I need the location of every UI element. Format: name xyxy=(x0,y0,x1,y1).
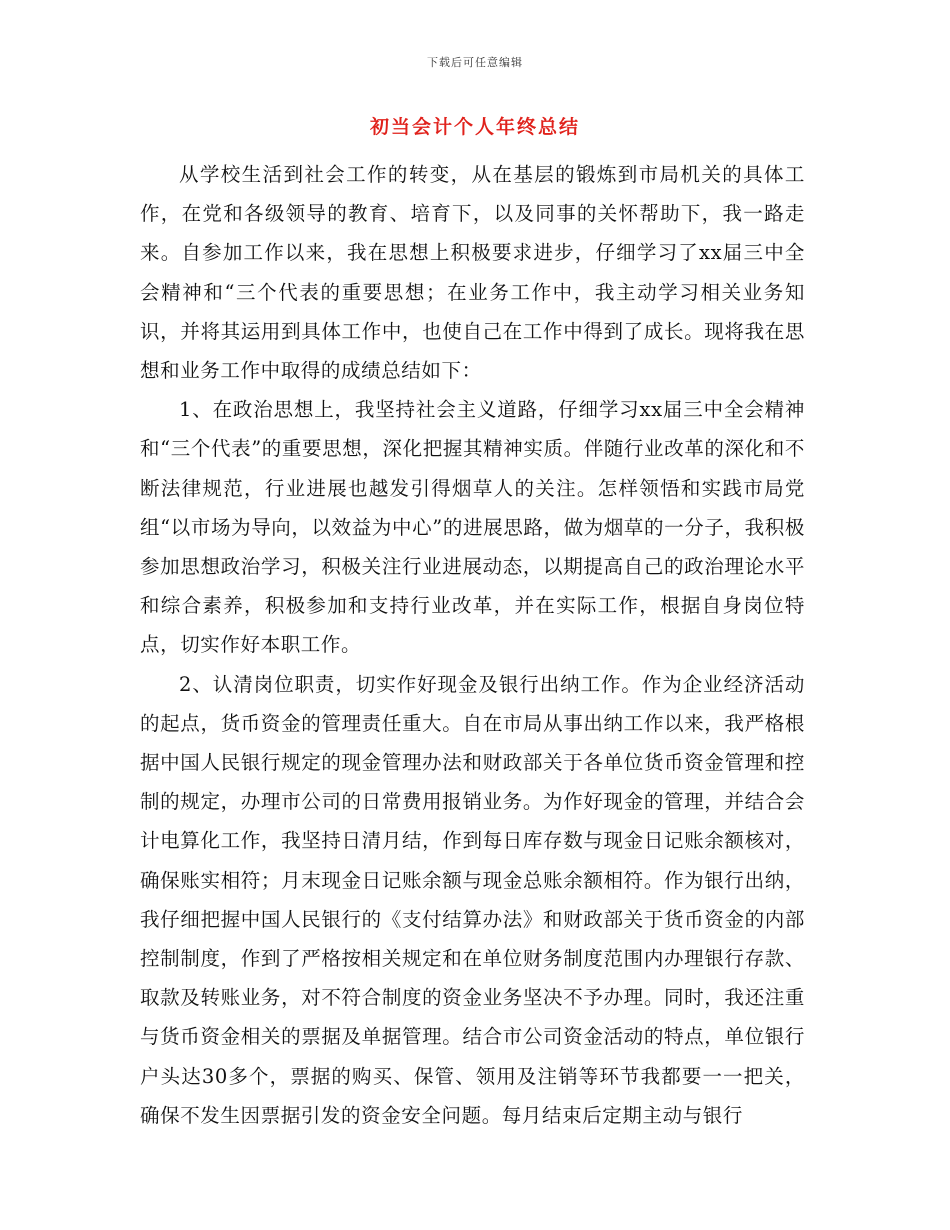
document-title: 初当会计个人年终总结 xyxy=(369,116,580,138)
document-body xyxy=(140,155,805,1135)
paragraph-point-2: 2、认清岗位职责，切实作好现金及银行出纳工作。作为企业经济活动的起点，货币资金的管理责任重大。自在市局从事出纳工作以来，我严格根据中国人民银行规定的现金管理办法和财政部关于各单位货币资金管理和控制的规定，办理市公司的日常费用报销业务。为作好现金的管理，并结合会计电算化工作，我坚持日清月结，作到每日库存数与现金日记账余额核对，确保账实相符；月末现金日记账余额与现金总账余额相符。作为银行出纳，我仔细把握中国人民银行的《支付结算办法》和财政部关于货币资金的内部控制制度，作到了严格按相关规定和在单位财务制度范围内办理银行存款、取款及转账业务，对不符合制度的资金业务坚决不予办理。同时，我还注重与货币资金相关的票据及单据管理。结合市公司资金活动的特点，单位银行户头达30多个，票据的购买、保管、领用及注销等环节我都要一一把关，确保不发生因票据引发的资金安全问题。每月结束后定期主动与银行 xyxy=(140,672,805,1127)
header-note: 下载后可任意编辑 xyxy=(427,56,523,69)
paragraph-intro: 从学校生活到社会工作的转变，从在基层的锻炼到市局机关的具体工作，在党和各级领导的教育、培育下，以及同事的关怀帮助下，我一路走来。自参加工作以来，我在思想上积极要求进步，仔细学习了xx届三中全会精神和“三个代表的重要思想；在业务工作中，我主动学习相关业务知识，并将其运用到具体工作中，也使自己在工作中得到了成长。现将我在思想和业务工作中取得的成绩总结如下： xyxy=(140,163,805,383)
paragraph-point-1: 1、在政治思想上，我坚持社会主义道路，仔细学习xx届三中全会精神和“三个代表”的重要思想，深化把握其精神实质。伴随行业改革的深化和不断法律规范，行业进展也越发引得烟草人的关注。怎样领悟和实践市局党组“以市场为导向，以效益为中心”的进展思路，做为烟草的一分子，我积极参加思想政治学习，积极关注行业进展动态，以期提高自己的政治理论水平和综合素养，积极参加和支持行业改革，并在实际工作，根据自身岗位特点，切实作好本职工作。 xyxy=(140,398,805,657)
